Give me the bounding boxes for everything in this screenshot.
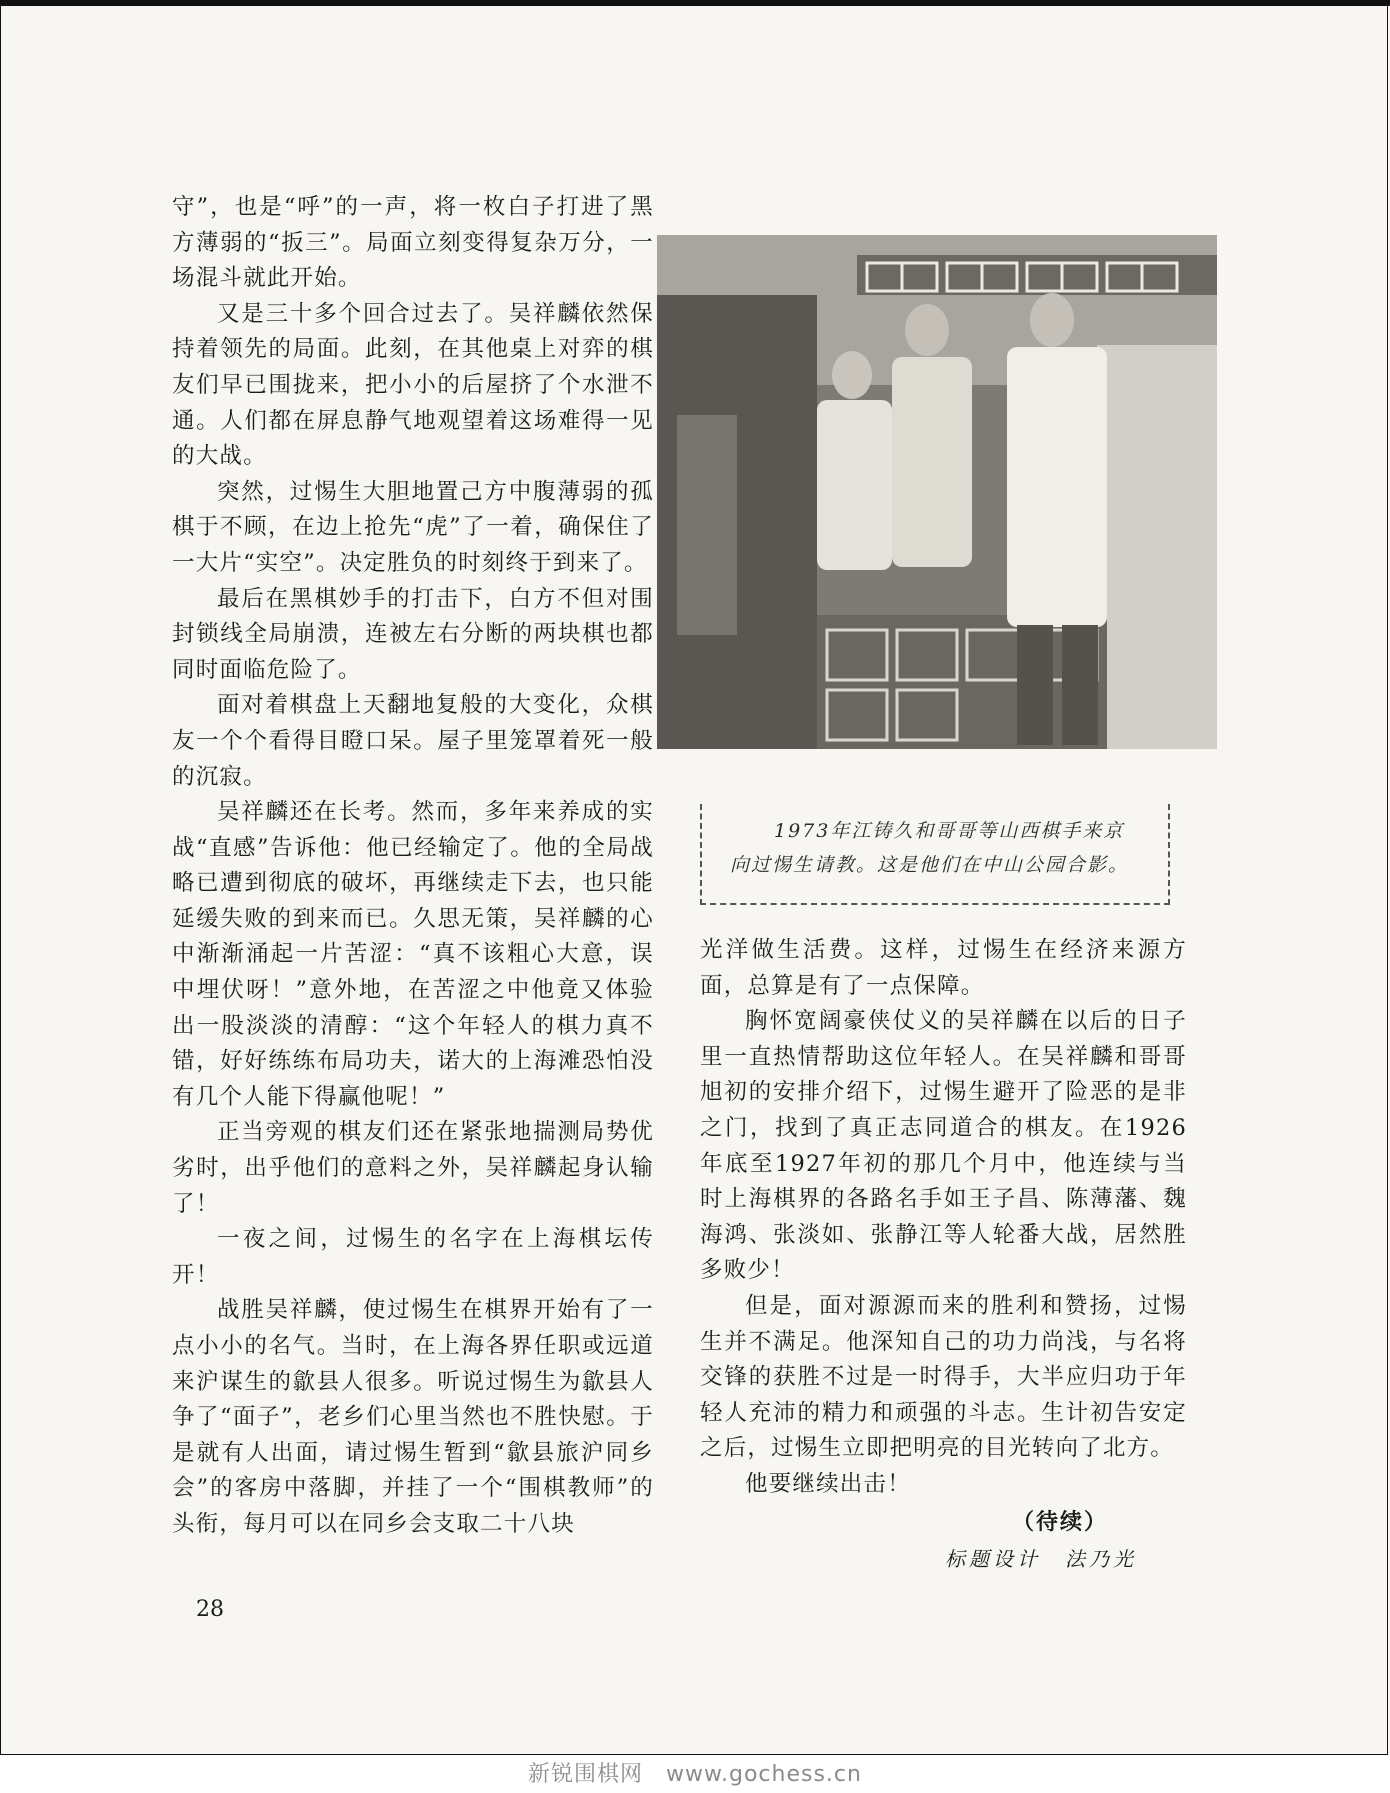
left-paragraph-8: 一夜之间，过惕生的名字在上海棋坛传开！ [172,1226,654,1288]
left-paragraph-3: 突然，过惕生大胆地置己方中腹薄弱的孤棋于不顾，在边上抢先“虎”了一着，确保住了一大片“实空”。决定胜负的时刻终于到来了。 [172,478,654,576]
photo-caption [702,814,1168,882]
group-photo-illustration [657,235,1217,749]
to-be-continued-note: （待续） [1012,1509,1109,1535]
left-paragraph-2: 又是三十多个回合过去了。吴祥麟依然保持着领先的局面。此刻，在其他桌上对弈的棋友们早已围拢来，把小小的后屋挤了个水泄不通。人们都在屏息静气地观望着这场难得一见的大战。 [172,300,654,470]
right-paragraph-4: 他要继续出击！ [745,1470,911,1497]
left-paragraph-6: 吴祥麟还在长考。然而，多年来养成的实战“直感”告诉他：他已经输定了。他的全局战略已遭到彻底的破坏，再继续走下去，也只能延缓失败的到来而已。久思无策，吴祥麟的心中渐渐涌起一片苦涩：“真不该粗心大意，误中埋伏呀！”意外地，在苦涩之中他竟又体验出一股淡淡的清醇：“这个年轻人的棋力真不错，好好练练布局功夫，诺大的上海滩恐怕没有几个人能下得赢他呢！” [172,799,654,1110]
left-paragraph-7: 正当旁观的棋友们还在紧张地揣测局势优劣时，出乎他们的意料之外，吴祥麟起身认输了！ [172,1119,654,1217]
right-paragraph-3: 但是，面对源源而来的胜利和赞扬，过惕生并不满足。他深知自己的功力尚浅，与名将交锋的获胜不过是一时得手，大半应归功于年轻人充沛的精力和顽强的斗志。生计初告安定之后，过惕生立即把明亮的目光转向了北方。 [700,1292,1187,1462]
photo-caption-line-2: 向过惕生请教。这是他们在中山公园合影。 [730,854,1130,876]
group-photo [657,235,1217,749]
title-design-credit: 标题设计 法乃光 [945,1547,1137,1571]
page-number: 28 [196,1597,224,1622]
left-paragraph-5: 面对着棋盘上天翻地复般的大变化，众棋友一个个看得目瞪口呆。屋子里笼罩着死一般的沉寂。 [172,692,654,790]
photo-caption-line-1: 1973年江铸久和哥哥等山西棋手来京 [774,820,1125,842]
left-paragraph-1: 守”，也是“呼”的一声，将一枚白子打进了黑方薄弱的“扳三”。局面立刻变得复杂万分，一场混斗就此开始。 [172,194,654,292]
website-watermark: 新锐围棋网 www.gochess.cn [528,1762,862,1787]
right-paragraph-1: 光洋做生活费。这样，过惕生在经济来源方面，总算是有了一点保障。 [700,937,1187,999]
left-paragraph-9: 战胜吴祥麟，使过惕生在棋界开始有了一点小小的名气。当时，在上海各界任职或远道来沪谋生的歙县人很多。听说过惕生为歙县人争了“面子”，老乡们心里当然也不胜快慰。于是就有人出面，请过惕生暂到“歙县旅沪同乡会”的客房中落脚，并挂了一个“围棋教师”的头衔，每月可以在同乡会支取二十八块 [172,1297,654,1537]
right-text-column [700,933,1187,1503]
left-paragraph-4: 最后在黑棋妙手的打击下，白方不但对围封锁线全局崩溃，连被左右分断的两块棋也都同时面临危险了。 [172,585,654,683]
left-text-column [172,190,654,1543]
right-paragraph-2: 胸怀宽阔豪侠仗义的吴祥麟在以后的日子里一直热情帮助这位年轻人。在吴祥麟和哥哥旭初的安排介绍下，过惕生避开了险恶的是非之门，找到了真正志同道合的棋友。在1926年底至1927年初的那几个月中，他连续与当时上海棋界的各路名手如王子昌、陈薄藩、魏海鸿、张淡如、张静江等人轮番大战，居然胜多败少！ [700,1008,1187,1284]
photo-caption-box [700,804,1170,905]
